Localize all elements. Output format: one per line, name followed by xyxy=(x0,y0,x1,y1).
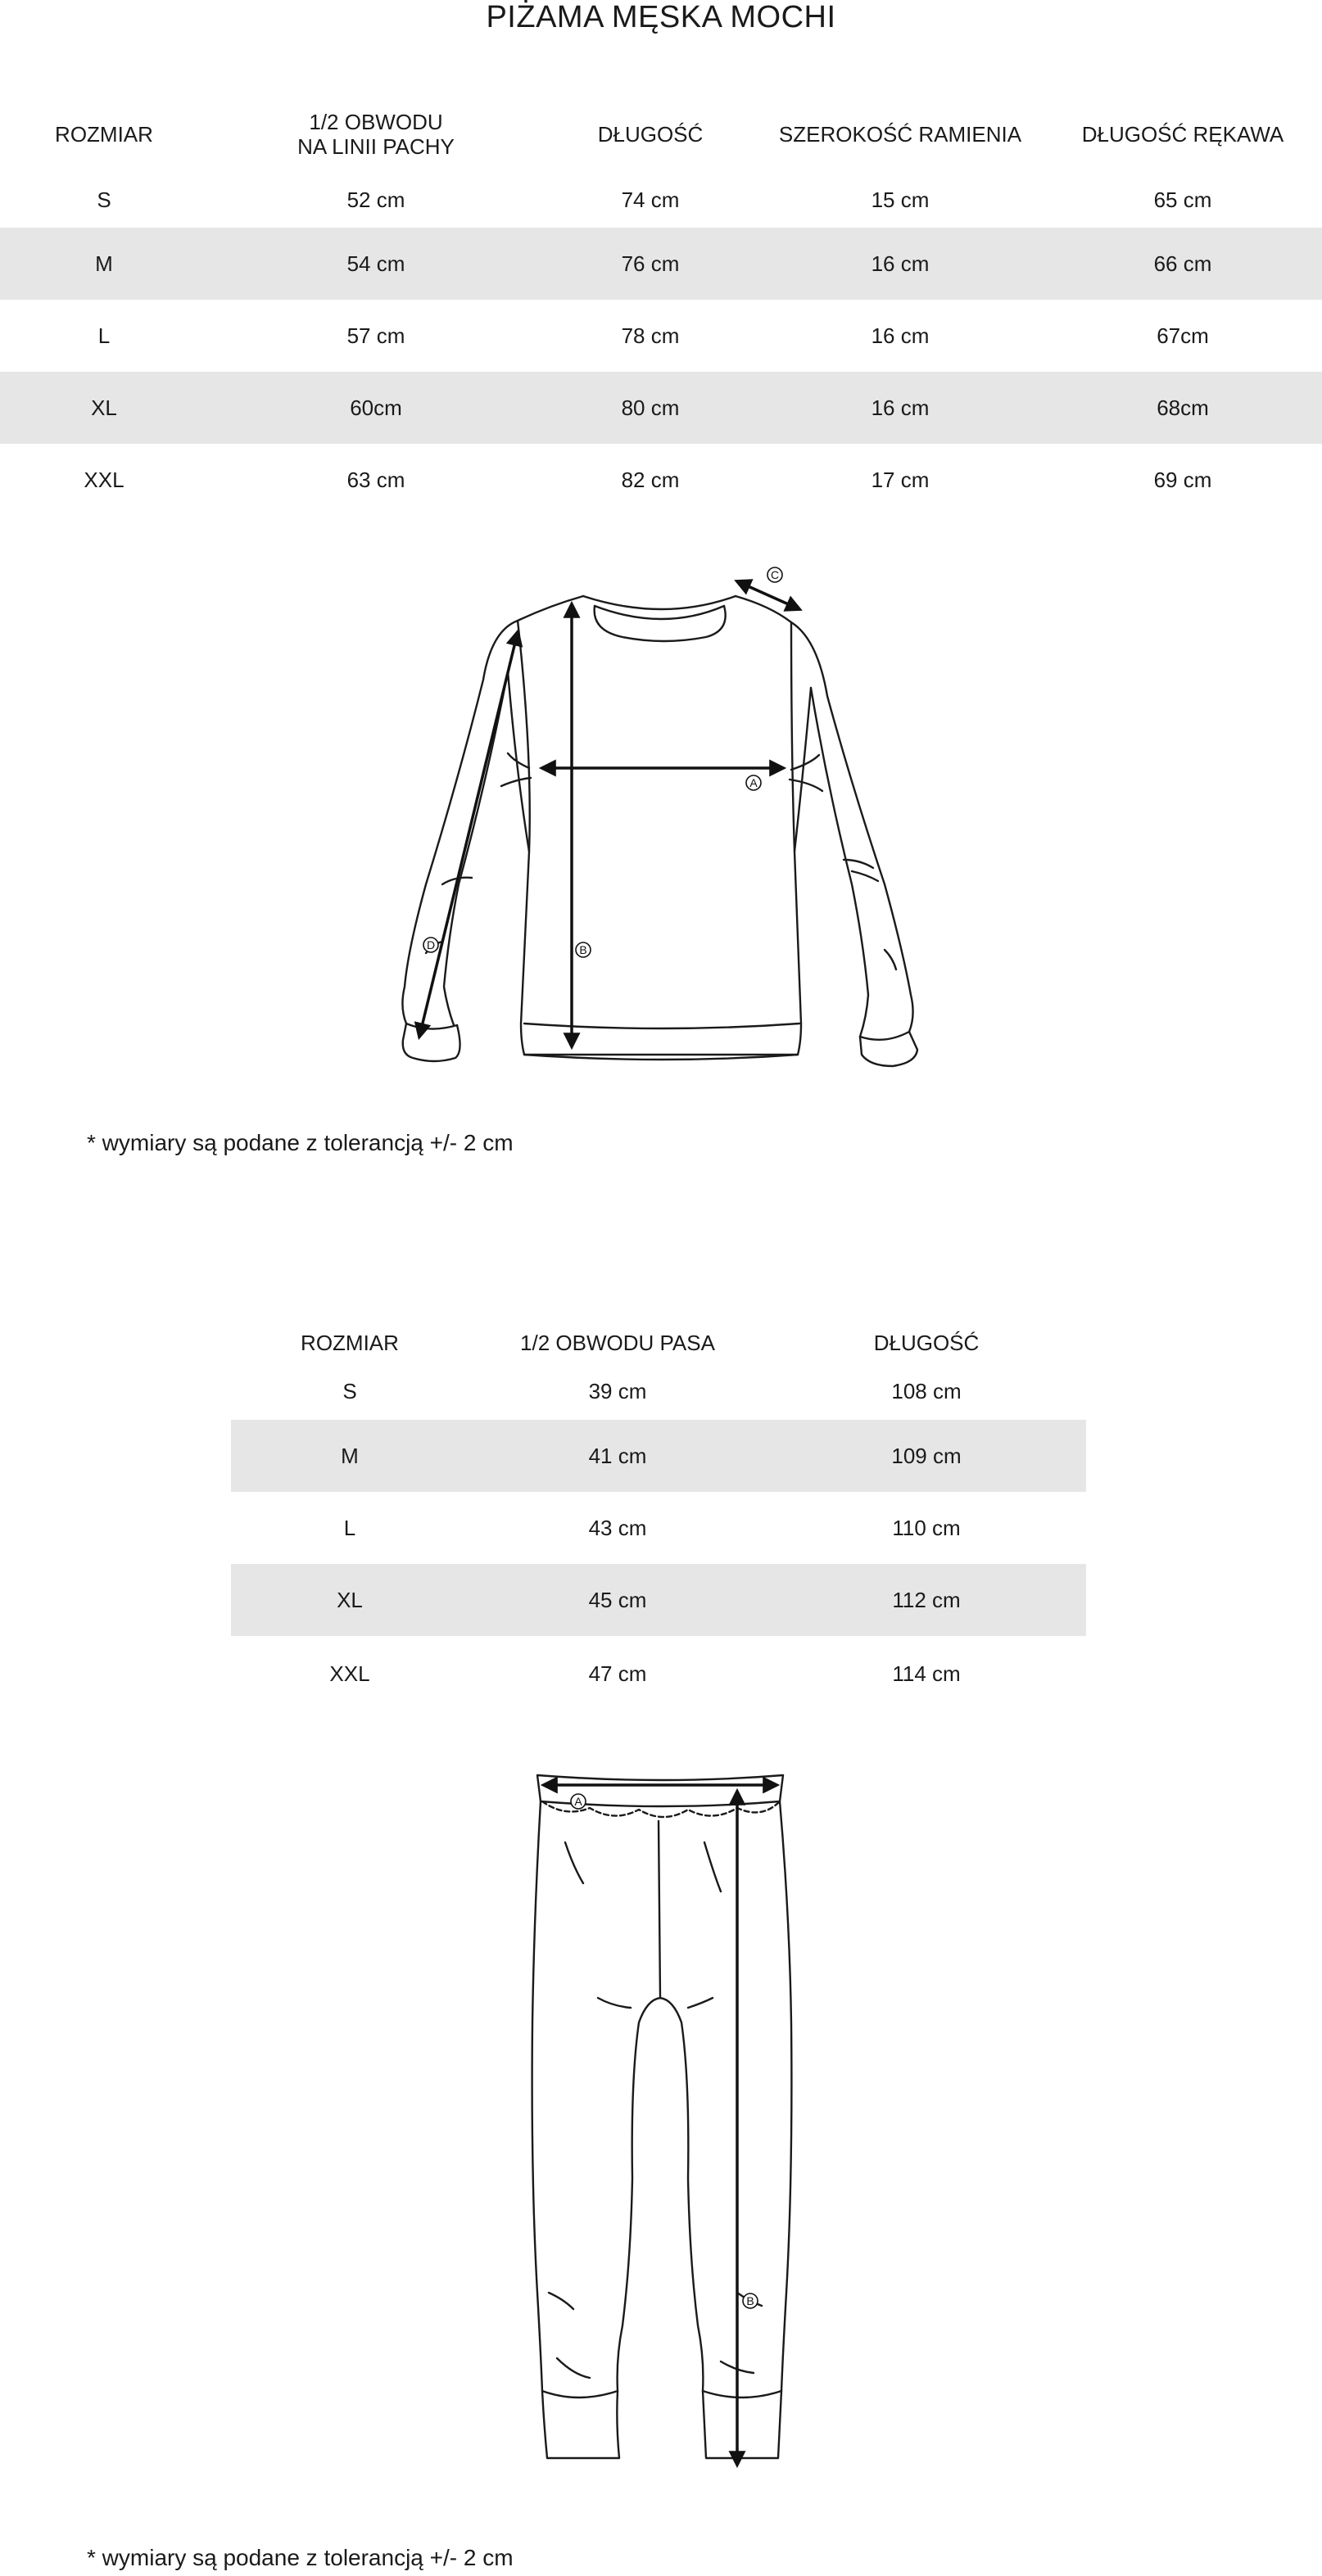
cell-size: S xyxy=(342,1379,357,1403)
bottom-size-table xyxy=(231,1323,1086,1711)
cell-length: 109 cm xyxy=(891,1444,962,1468)
header-size: ROZMIAR xyxy=(301,1331,399,1355)
table-row xyxy=(231,1420,1086,1492)
cell-length: 80 cm xyxy=(621,395,680,420)
pants-right-cuff xyxy=(703,2391,781,2458)
pants-right-leg xyxy=(780,1801,791,2391)
cell-waist: 43 cm xyxy=(588,1516,647,1540)
cell-shoulder: 16 cm xyxy=(871,251,930,276)
label-a: A xyxy=(574,1795,582,1808)
cell-length: 78 cm xyxy=(621,323,680,348)
table-row xyxy=(231,1636,1086,1711)
cell-size: L xyxy=(97,323,111,348)
cell-size: L xyxy=(343,1516,356,1540)
header-sleeve-length: DŁUGOŚĆ RĘKAWA xyxy=(1081,122,1284,147)
cell-size: S xyxy=(97,188,111,212)
cell-length: 76 cm xyxy=(621,251,680,276)
cell-shoulder: 17 cm xyxy=(871,468,930,492)
shirt-diagram xyxy=(0,540,1322,1114)
arrow-c-shoulder xyxy=(737,581,799,609)
shirt-body-outline xyxy=(518,596,801,1055)
cell-length: 74 cm xyxy=(621,188,680,212)
table-row xyxy=(231,1492,1086,1564)
cell-waist: 41 cm xyxy=(588,1444,647,1468)
cell-chest: 54 cm xyxy=(346,251,405,276)
table-row xyxy=(0,372,1322,444)
header-size: ROZMIAR xyxy=(55,122,153,147)
cell-length: 112 cm xyxy=(892,1588,961,1612)
arrow-d-sleeve xyxy=(419,632,518,1037)
cell-length: 114 cm xyxy=(892,1661,961,1686)
cell-shoulder: 16 cm xyxy=(871,323,930,348)
cell-size: XXL xyxy=(84,468,125,492)
cell-waist: 45 cm xyxy=(588,1588,647,1612)
cell-length: 82 cm xyxy=(621,468,680,492)
label-c: C xyxy=(770,568,780,581)
header-chest xyxy=(208,110,544,159)
cell-sleeve: 65 cm xyxy=(1153,188,1212,212)
header-chest-line2: NA LINII PACHY xyxy=(297,134,455,159)
label-d: D xyxy=(426,938,436,951)
shirt-right-sleeve xyxy=(791,622,913,1032)
cell-size: M xyxy=(95,251,113,276)
cell-sleeve: 68cm xyxy=(1157,395,1209,420)
pants-left-leg xyxy=(532,1801,542,2391)
cell-size: M xyxy=(341,1444,359,1468)
shirt-left-sleeve xyxy=(402,621,518,1024)
tolerance-note-bottom: * wymiary są podane z tolerancją +/- 2 cm xyxy=(87,2545,514,2570)
table-row xyxy=(0,444,1322,516)
table-header-row xyxy=(231,1323,1086,1363)
table-header-row xyxy=(0,97,1322,172)
header-chest-line1: 1/2 OBWODU xyxy=(309,110,443,134)
tolerance-note-top: * wymiary są podane z tolerancją +/- 2 cm xyxy=(87,1130,514,1155)
cell-size: XL xyxy=(91,395,117,420)
cell-waist: 39 cm xyxy=(588,1379,647,1403)
label-b: B xyxy=(579,943,587,956)
cell-length: 108 cm xyxy=(891,1379,962,1403)
table-row xyxy=(231,1564,1086,1636)
header-length: DŁUGOŚĆ xyxy=(873,1331,980,1355)
table-row xyxy=(0,228,1322,300)
page-title: PIŻAMA MĘSKA MOCHI xyxy=(486,0,836,34)
label-a: A xyxy=(749,776,758,789)
header-length: DŁUGOŚĆ xyxy=(597,122,704,147)
cell-sleeve: 66 cm xyxy=(1153,251,1212,276)
cell-length: 110 cm xyxy=(892,1516,961,1540)
table-row xyxy=(231,1363,1086,1420)
cell-waist: 47 cm xyxy=(588,1661,647,1686)
cell-chest: 60cm xyxy=(350,395,402,420)
table-row xyxy=(0,172,1322,228)
header-shoulder-width: SZEROKOŚĆ RAMIENIA xyxy=(778,122,1022,147)
cell-sleeve: 67cm xyxy=(1157,323,1209,348)
cell-chest: 63 cm xyxy=(346,468,405,492)
shirt-collar xyxy=(583,596,736,609)
label-b: B xyxy=(746,2294,754,2307)
cell-size: XXL xyxy=(329,1661,370,1686)
pants-left-cuff xyxy=(542,2391,619,2458)
cell-chest: 52 cm xyxy=(346,188,405,212)
cell-size: XL xyxy=(337,1588,363,1612)
pants-diagram xyxy=(0,1752,1322,2489)
cell-shoulder: 16 cm xyxy=(871,395,930,420)
shirt-collar-inner xyxy=(595,606,724,619)
cell-chest: 57 cm xyxy=(346,323,405,348)
table-row xyxy=(0,300,1322,372)
cell-sleeve: 69 cm xyxy=(1153,468,1212,492)
top-size-table xyxy=(0,97,1322,516)
header-waist: 1/2 OBWODU PASA xyxy=(520,1331,715,1355)
cell-shoulder: 15 cm xyxy=(871,188,930,212)
